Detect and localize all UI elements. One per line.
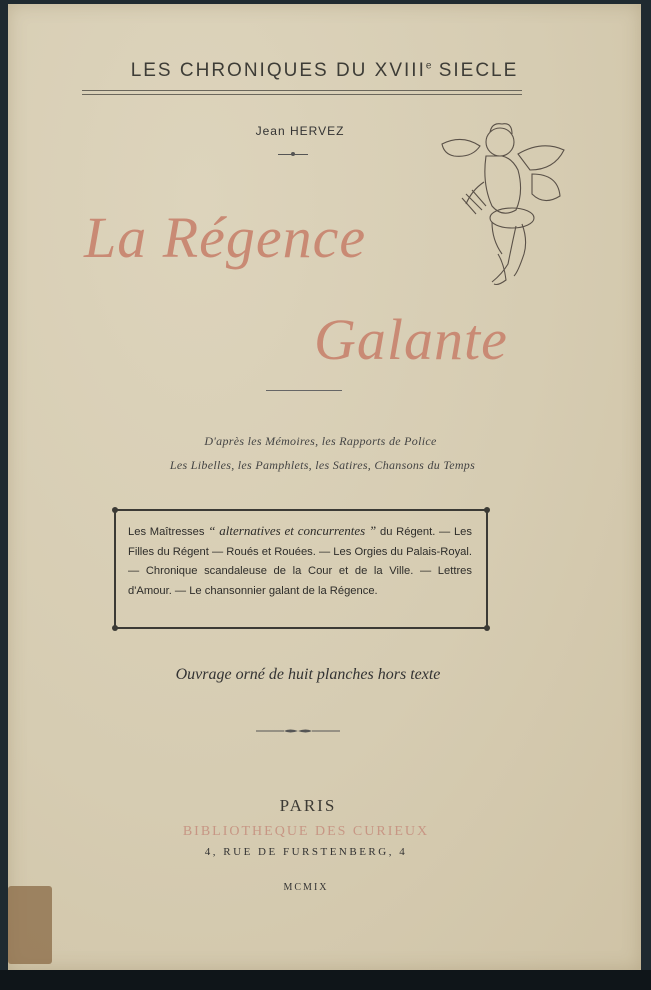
publisher-address: 4, RUE DE FURSTENBERG, 4: [204, 846, 408, 858]
title-line-2: Galante: [314, 307, 508, 372]
publisher-name: BIBLIOTHEQUE DES CURIEUX: [182, 824, 430, 839]
box-corner: [112, 507, 118, 513]
sources-line-1: D'après les Mémoires, les Rapports de Police: [204, 434, 437, 448]
ornament-divider-icon: [256, 728, 340, 734]
cupid-vignette-icon: [432, 114, 572, 294]
background-edge: [0, 970, 651, 990]
box-corner: [112, 625, 118, 631]
label-stain: [8, 886, 52, 964]
book-cover: [8, 4, 641, 970]
series-double-rule: [82, 90, 522, 95]
contents-text: Les Maîtresses “ alternatives et concurrentes ” du Régent. — Les Filles du Régent — Roués et Rouées. — Les Orgies du Palais-Royal. — Chronique scandaleuse de la Cour et de la Ville. — Lettres d'Amour. — Le chansonnier galant de la Régence.: [128, 523, 473, 597]
title-line-1: La Régence: [84, 205, 367, 270]
box-corner: [484, 625, 490, 631]
author-ornament: [278, 154, 308, 157]
series-title: LES CHRONIQUES DU XVIIIe SIECLE: [130, 60, 519, 81]
contents-box: [114, 509, 488, 629]
title-rule: [266, 390, 342, 391]
publisher-city: PARIS: [279, 796, 337, 815]
sources-line-2: Les Libelles, les Pamphlets, les Satires, Chansons du Temps: [169, 458, 476, 472]
author-name: Jean HERVEZ: [255, 124, 345, 138]
illustrations-note: Ouvrage orné de huit planches hors texte: [175, 666, 441, 683]
box-corner: [484, 507, 490, 513]
publication-year: MCMIX: [283, 882, 329, 893]
